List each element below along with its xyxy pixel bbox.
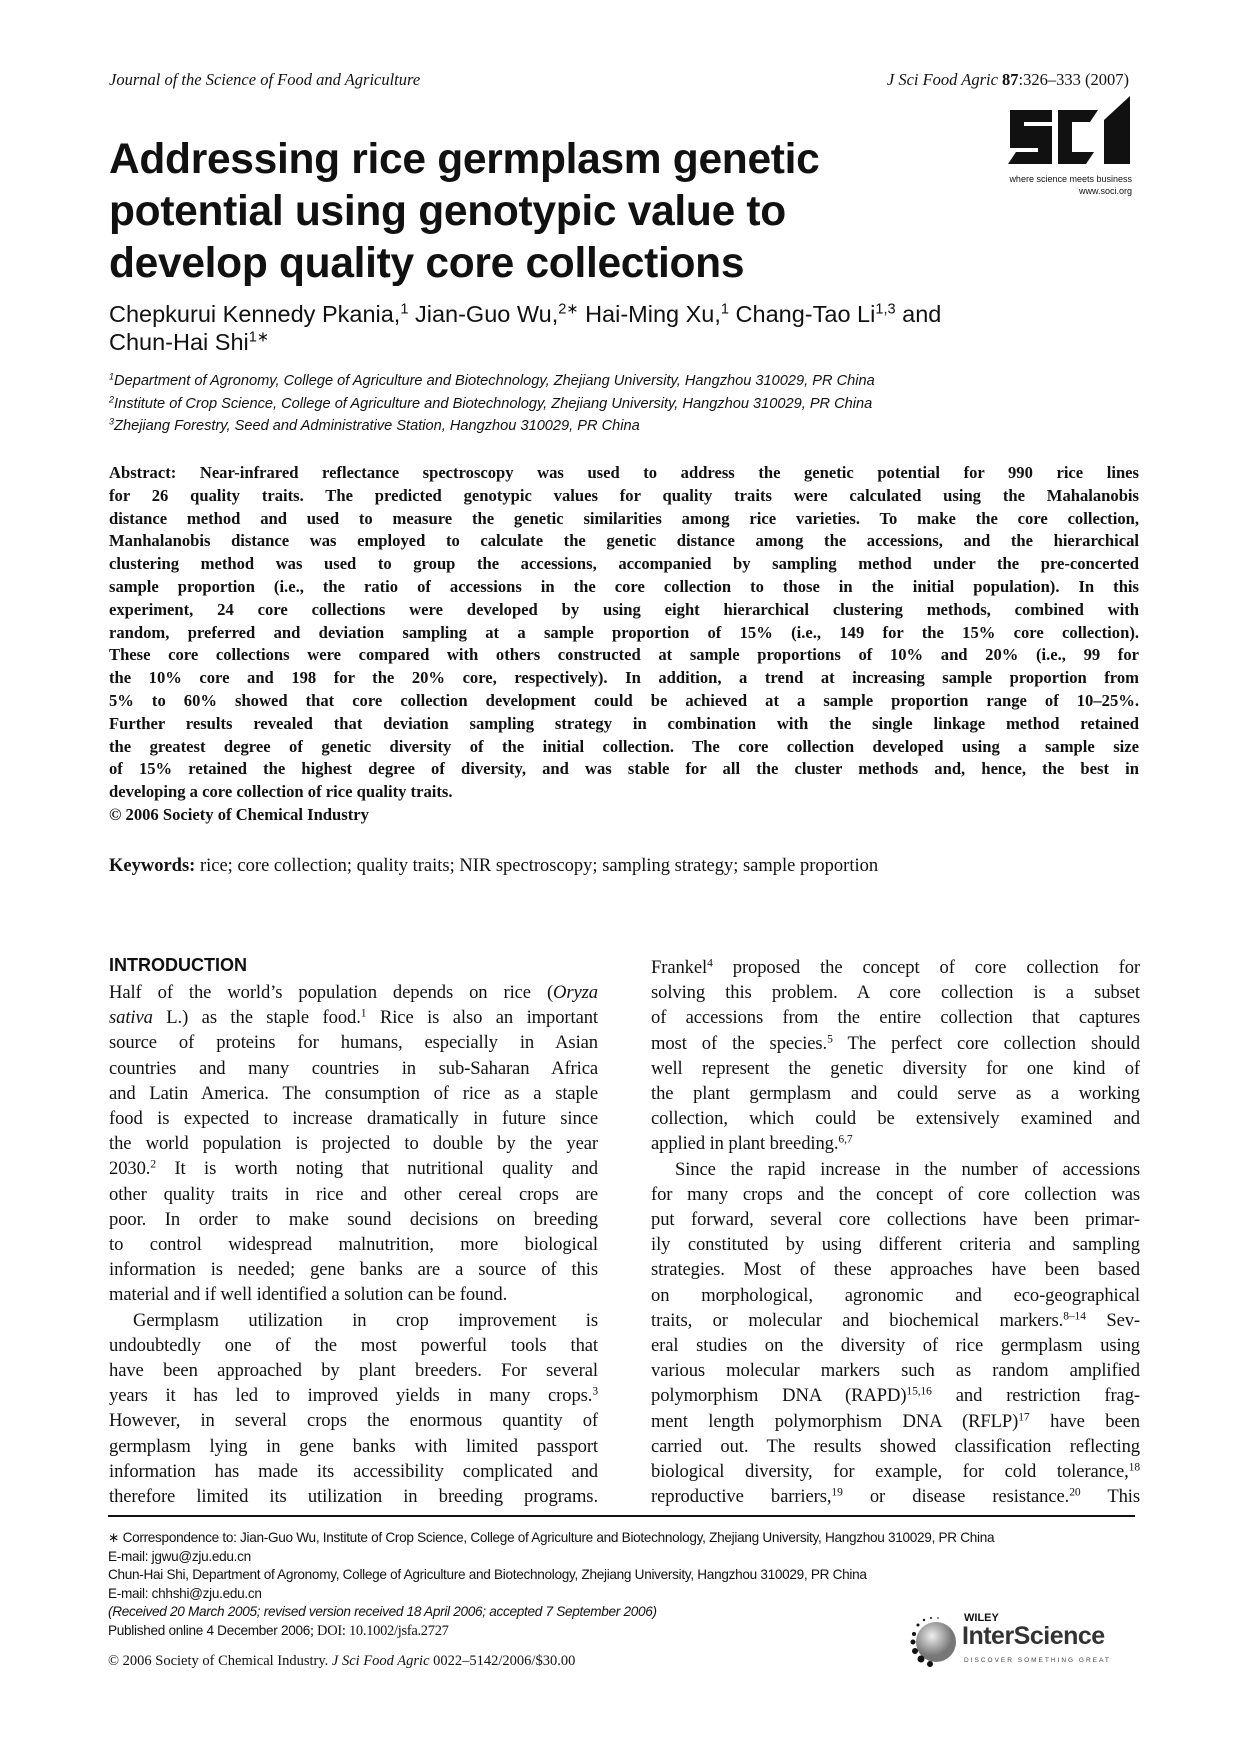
wiley-brand: WILEY [964, 1612, 999, 1624]
author-line [109, 300, 1149, 328]
body-line [109, 1131, 598, 1156]
text-run: countries and many countries in sub-Saharan Africa [109, 1057, 598, 1079]
body-line [109, 1484, 598, 1509]
body-line [651, 1308, 1140, 1333]
text-run: Since the rapid increase in the number of accessions [675, 1158, 1140, 1180]
footnote-divider [108, 1515, 1135, 1517]
text-run: 2030. [109, 1158, 151, 1180]
affiliation-text: Institute of Crop Science, College of Agriculture and Biotechnology, Zhejiang University, Hangzhou 310029, PR China [114, 395, 873, 412]
text-run: the plant germplasm and could serve as a working [651, 1083, 1140, 1105]
body-line [651, 1131, 1140, 1156]
body-line [651, 1106, 1140, 1131]
running-header-journal: Journal of the Science of Food and Agriculture [109, 70, 421, 89]
section-heading-introduction: INTRODUCTION [109, 955, 247, 975]
body-line [651, 1257, 1140, 1282]
body-line [651, 1333, 1140, 1358]
body-line [109, 1156, 598, 1181]
abstract-line: 5% to 60% showed that core collection development could be achieved at a sample proportion range of 10–25%. [109, 690, 1139, 710]
affiliation [109, 370, 1149, 393]
copyright-text: © 2006 Society of Chemical Industry. [108, 1653, 332, 1669]
text-run: have been [1029, 1410, 1141, 1432]
text-run: source of proteins for humans, especially in Asian [109, 1032, 598, 1054]
abstract-line: distance method and used to measure the genetic similarities among rice varieties. To make the core collection, [109, 508, 1139, 528]
text-run: the world population is projected to double by the year [109, 1133, 598, 1155]
text-run: on morphological, agronomic and eco-geographical [651, 1284, 1140, 1306]
text-run: L.) as the staple food. [152, 1007, 361, 1029]
text-run: strategies. Most of these approaches have been based [651, 1259, 1140, 1281]
abstract-line: These core collections were compared with others constructed at sample proportions of 10% and 20% (i.e., 99 for [109, 645, 1139, 665]
text-run: therefore limited its utilization in breeding programs. [109, 1486, 598, 1508]
text-run: put forward, several core collections have been primar- [651, 1209, 1140, 1231]
wiley-tagline: DISCOVER SOMETHING GREAT [964, 1657, 1111, 1664]
text-run: undoubtedly one of the most powerful tools that [109, 1334, 598, 1356]
reference-superscript: 1∗ [248, 329, 270, 346]
body-line [109, 1358, 598, 1383]
reference-superscript: 15,16 [906, 1386, 932, 1399]
body-line [651, 1434, 1140, 1459]
abstract [109, 462, 1139, 827]
text-run: proposed the concept of core collection for [712, 957, 1140, 978]
author-line [109, 328, 1149, 356]
body-line [651, 1207, 1140, 1232]
citation-volume: 87 [1002, 70, 1019, 89]
text-run: of accessions from the entire collection that captures [651, 1007, 1140, 1029]
keywords [109, 856, 1139, 877]
affiliation [109, 393, 1149, 416]
body-line [651, 1081, 1140, 1106]
text-run: Sev- [1085, 1309, 1141, 1331]
affiliation-number: 3 [109, 416, 115, 427]
body-column-left [109, 980, 598, 1509]
body-line [651, 1157, 1140, 1182]
body-column-right [651, 955, 1140, 1509]
reference-superscript: 6,7 [838, 1134, 853, 1147]
affiliation-text: Department of Agronomy, College of Agriculture and Biotechnology, Zhejiang University, Hangzhou 310029, PR China [114, 373, 875, 389]
text-run: food is expected to increase dramatically in future since [109, 1108, 598, 1130]
body-line [109, 1408, 598, 1433]
abstract-line: for 26 quality traits. The predicted genotypic values for quality traits were calculated using the Mahalanobis [109, 485, 1139, 505]
text-run: Chepkurui Kennedy Pkania, [109, 301, 401, 327]
text-run: poor. In order to make sound decisions on breeding [109, 1208, 598, 1230]
text-run: solving this problem. A core collection is a subset [651, 982, 1140, 1004]
sci-tagline: where science meets business [1009, 174, 1132, 184]
affiliation [109, 415, 1149, 438]
reference-superscript: 1,3 [875, 301, 896, 318]
reference-superscript: 19 [831, 1486, 843, 1499]
body-line [109, 1030, 598, 1055]
body-line [651, 980, 1140, 1005]
italic-text: sativa [109, 1007, 153, 1029]
footnote-email[interactable]: E-mail: jgwu@zju.edu.cn [108, 1548, 251, 1564]
text-run: ment length polymorphism DNA (RFLP) [651, 1410, 1019, 1432]
italic-text: Oryza [553, 982, 598, 1003]
body-line [109, 1383, 598, 1408]
text-run: ily constituted by using different criteria and sampling [651, 1234, 1140, 1256]
text-run: Half of the world’s population depends on rice ( [109, 982, 554, 1003]
text-run: It is worth noting that nutritional quality and [156, 1158, 598, 1180]
body-line [651, 1182, 1140, 1207]
copyright-journal: J Sci Food Agric [331, 1653, 430, 1669]
text-run: The perfect core collection should [832, 1032, 1140, 1054]
body-line [109, 980, 598, 1005]
title-line: potential using genotypic value to [109, 188, 786, 235]
text-run: germplasm lying in gene banks with limited passport [109, 1435, 598, 1457]
body-line [109, 1459, 598, 1484]
body-line [109, 1257, 598, 1282]
body-line [651, 1056, 1140, 1081]
citation-pages: :326–333 (2007) [1018, 70, 1129, 89]
abstract-line: Further results revealed that deviation sampling strategy in combination with the single linkage method retained [109, 713, 1139, 733]
text-run: have been approached by plant breeders. For several [109, 1360, 598, 1382]
reference-superscript: 3 [592, 1385, 598, 1398]
affiliation-text: Zhejiang Forestry, Seed and Administrative Station, Hangzhou 310029, PR China [114, 418, 640, 434]
text-run: information is needed; gene banks are a source of this [109, 1259, 598, 1281]
text-run: Jian-Guo Wu, [408, 301, 559, 327]
text-run: and Latin America. The consumption of rice as a staple [109, 1082, 598, 1104]
text-run: Chang-Tao Li [729, 301, 876, 327]
abstract-line: the greatest degree of genetic diversity of the initial collection. The core collection developed using a sample size [109, 736, 1139, 756]
text-run: and [895, 301, 942, 327]
abstract-line: Manhalanobis distance was employed to calculate the genetic distance among the accessions, and the hierarchical [109, 531, 1139, 551]
paper-title [109, 134, 929, 290]
text-run: years it has led to improved yields in many crops. [109, 1385, 593, 1407]
sci-url: www.soci.org [1078, 186, 1132, 196]
text-run: or disease resistance. [842, 1486, 1070, 1508]
body-line [651, 1459, 1140, 1484]
reference-superscript: 2∗ [558, 301, 579, 318]
text-run: material and if well identified a solution can be found. [109, 1284, 508, 1306]
text-run: Frankel [651, 957, 708, 978]
body-line [109, 1005, 598, 1030]
text-run: However, in several crops the enormous quantity of [109, 1410, 598, 1432]
text-run: information has made its accessibility complicated and [109, 1460, 598, 1482]
abstract-line: the 10% core and 198 for the 20% core, respectively). In addition, a trend at increasing sample proportion from [109, 668, 1139, 688]
text-run: carried out. The results showed classification reflecting [651, 1435, 1140, 1457]
text-run: Germplasm utilization in crop improvement is [133, 1309, 598, 1331]
text-run: for many crops and the concept of core collection was [651, 1183, 1140, 1205]
title-line: develop quality core collections [109, 240, 745, 287]
reference-superscript: 1 [360, 1007, 367, 1020]
text-run: and restriction frag- [931, 1385, 1141, 1407]
text-run: traits, or molecular and biochemical markers. [651, 1309, 1064, 1331]
running-header-citation [887, 70, 1129, 90]
sci-logo [1008, 92, 1132, 197]
body-line [109, 1081, 598, 1106]
body-line [109, 1182, 598, 1207]
wiley-interscience-logo [906, 1612, 1138, 1670]
text-run: This [1080, 1486, 1141, 1508]
text-run: Hai-Ming Xu, [578, 301, 721, 327]
reference-superscript: 20 [1069, 1486, 1081, 1499]
interscience-name: InterScience [962, 1622, 1105, 1650]
body-line [109, 1106, 598, 1131]
body-line [651, 1409, 1140, 1434]
body-line [651, 1484, 1140, 1509]
footnote-email[interactable]: E-mail: chhshi@zju.edu.cn [108, 1585, 262, 1601]
abstract-line: sample proportion (i.e., the ratio of accessions in the core collection to those in the initial population). In this [109, 576, 1139, 596]
copyright-issn: 0022–5142/2006/$30.00 [429, 1653, 576, 1669]
doi-link[interactable]: ; DOI: 10.1002/jsfa.2727 [310, 1622, 449, 1639]
body-line [651, 1005, 1140, 1030]
text-run: most of the species. [651, 1032, 828, 1054]
reference-superscript: 4 [707, 957, 713, 970]
sci-logo-mark [1008, 92, 1132, 168]
reference-superscript: 17 [1018, 1411, 1030, 1424]
text-run: Rice is also an important [366, 1007, 598, 1029]
text-run: applied in plant breeding. [651, 1133, 839, 1155]
body-line [651, 1283, 1140, 1308]
footnote-received: (Received 20 March 2005; revised version received 18 April 2006; accepted 7 September 2006) [108, 1604, 657, 1619]
text-run: well represent the genetic diversity for one kind of [651, 1057, 1140, 1079]
abstract-line: developing a core collection of rice quality traits. [109, 782, 453, 802]
footnote-second-author: Chun-Hai Shi, Department of Agronomy, College of Agriculture and Biotechnology, Zhejiang University, Hangzhou 310029, PR China [108, 1567, 867, 1582]
affiliation-number: 2 [109, 394, 115, 405]
keywords-text: rice; core collection; quality traits; NIR spectroscopy; sampling strategy; sample proportion [195, 856, 879, 876]
body-line [651, 1031, 1140, 1056]
author-list [109, 300, 1149, 356]
text-run: biological diversity, for example, for cold tolerance, [651, 1461, 1129, 1483]
body-line [109, 1056, 598, 1081]
body-line [651, 1232, 1140, 1257]
reference-superscript: 18 [1128, 1461, 1140, 1474]
body-line [109, 1207, 598, 1232]
text-run: Chun-Hai Shi [109, 329, 249, 355]
text-run: eral studies on the diversity of rice germplasm using [651, 1335, 1140, 1357]
body-line [109, 1434, 598, 1459]
title-line: Addressing rice germplasm genetic [109, 136, 820, 183]
abstract-copyright: © 2006 Society of Chemical Industry [109, 804, 369, 824]
body-line [109, 1308, 598, 1333]
affiliation-number: 1 [109, 371, 115, 382]
affiliations [109, 370, 1149, 438]
text-run: various molecular markers such as random amplified [651, 1360, 1140, 1382]
reference-superscript: 1 [720, 301, 730, 318]
text-run: to control widespread malnutrition, more biological [109, 1234, 598, 1256]
reference-superscript: 8–14 [1063, 1310, 1086, 1323]
abstract-line: clustering method was used to group the accessions, accompanied by sampling method under the pre-concerted [109, 554, 1139, 574]
abstract-line: random, preferred and deviation sampling at a sample proportion of 15% (i.e., 149 for the 15% core collection). [109, 622, 1139, 642]
reference-superscript: 2 [150, 1159, 157, 1172]
text-run: polymorphism DNA (RAPD) [651, 1385, 907, 1407]
body-line [109, 1282, 598, 1307]
text-run: collection, which could be extensively examined and [651, 1108, 1140, 1130]
footnote-correspondence: ∗ Correspondence to: Jian-Guo Wu, Institute of Crop Science, College of Agriculture and Biotechnology, Zhejiang University, Hangzhou 310029, PR China [108, 1530, 995, 1545]
globe-icon [906, 1612, 966, 1670]
abstract-line: of 15% retained the highest degree of diversity, and was stable for all the cluster methods and, hence, the best in [109, 759, 1139, 779]
text-run: other quality traits in rice and other cereal crops are [109, 1183, 598, 1205]
abstract-line: Abstract: Near-infrared reflectance spectroscopy was used to address the genetic potential for 990 rice lines [109, 463, 1139, 482]
keywords-label: Keywords: [109, 856, 196, 876]
reference-superscript: 1 [400, 301, 409, 318]
citation-journal: J Sci Food Agric [886, 70, 998, 89]
body-line [651, 1358, 1140, 1383]
text-run: reproductive barriers, [651, 1486, 832, 1508]
body-line [651, 955, 1140, 980]
reference-superscript: 5 [827, 1033, 833, 1046]
published-date: Published online 4 December 2006 [108, 1622, 310, 1638]
abstract-line: experiment, 24 core collections were developed by using eight hierarchical clustering methods, combined with [109, 599, 1139, 619]
body-line [109, 1232, 598, 1257]
body-line [651, 1383, 1140, 1408]
body-line [109, 1333, 598, 1358]
